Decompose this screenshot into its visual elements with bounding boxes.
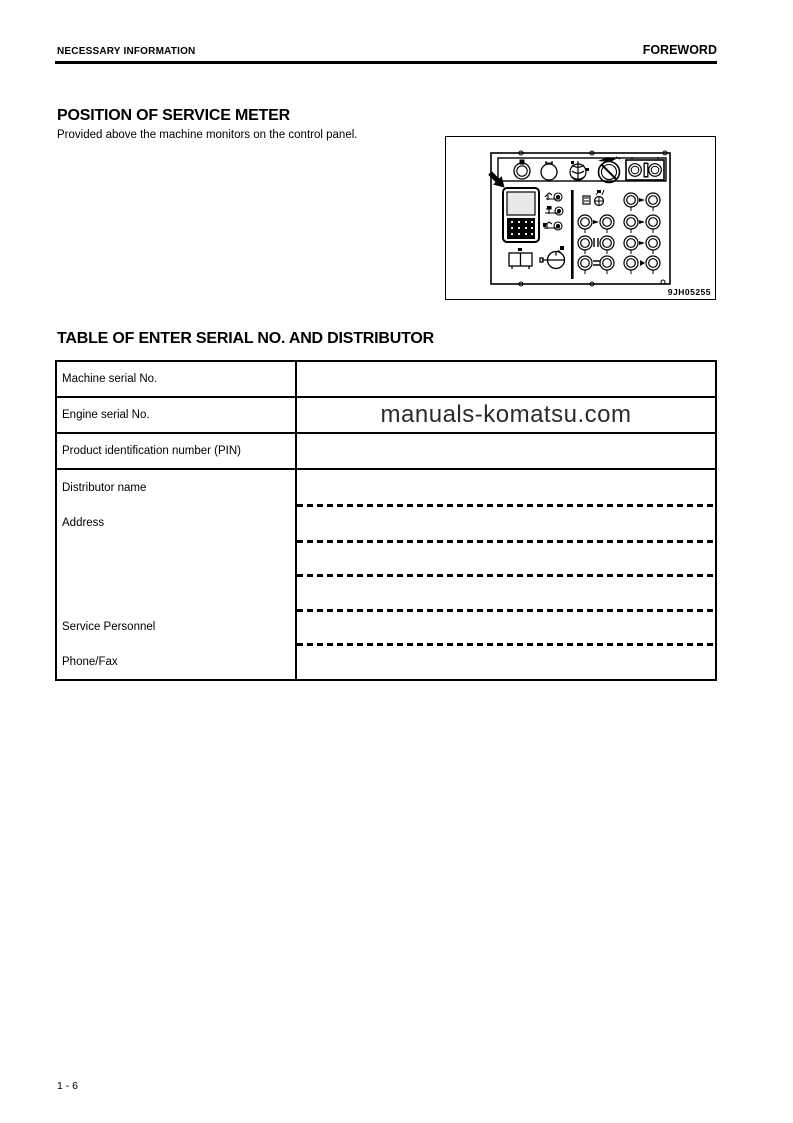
header-rule — [55, 61, 717, 64]
table-row-distributor — [57, 470, 715, 679]
table-label: Product identification number (PIN) — [57, 434, 297, 468]
switch-grid — [578, 190, 660, 274]
switch-pair-r3c2 — [624, 236, 660, 254]
switch-pair-r4c1 — [578, 256, 614, 274]
distributor-write-in-area — [297, 470, 715, 679]
switch-pair-r2c1 — [578, 215, 614, 233]
control-panel-figure — [445, 136, 716, 300]
serial-distributor-table — [55, 360, 717, 681]
write-in-line — [297, 574, 715, 577]
section-title-table-of-enter-serial: TABLE OF ENTER SERIAL NO. AND DISTRIBUTOR — [57, 330, 434, 347]
write-in-line — [297, 540, 715, 543]
table-value-cell — [297, 434, 715, 468]
lamp-pair-box-icon — [626, 157, 664, 180]
switch-pair-r4c2 — [624, 256, 660, 274]
charge-lamp-icon — [514, 160, 530, 180]
lever-icons — [543, 193, 563, 230]
figure-caption: 9JH05255 — [667, 287, 711, 297]
switch-pair-r1c2 — [624, 193, 660, 211]
lever-icon-2 — [545, 206, 563, 215]
header-right-title: FOREWORD — [642, 43, 717, 57]
switch-symbol-row1 — [583, 190, 604, 206]
table-label: Phone/Fax — [62, 656, 118, 668]
engine-oil-icon — [570, 161, 589, 181]
page-number: 1 - 6 — [57, 1080, 79, 1092]
write-in-line — [297, 643, 715, 646]
table-label: Engine serial No. — [57, 398, 297, 432]
table-value-cell — [297, 362, 715, 396]
lever-icon-3 — [543, 222, 562, 230]
write-in-line — [297, 609, 715, 612]
service-meter-icon — [540, 246, 565, 269]
panel-divider — [571, 190, 574, 279]
lever-icon-1 — [545, 193, 562, 201]
coolant-lamp-icon — [541, 161, 557, 180]
no-operation-icon — [598, 157, 620, 183]
distributor-label-cell — [57, 470, 297, 679]
section-title-position-of-service-meter: POSITION OF SERVICE METER — [57, 107, 290, 124]
table-row-pin — [57, 434, 715, 470]
section-body-text: Provided above the machine monitors on the control panel. — [57, 129, 358, 141]
control-panel-diagram — [446, 137, 714, 295]
table-row-engine-serial — [57, 398, 715, 434]
machine-monitor — [503, 188, 539, 242]
switch-pair-r3c1 — [578, 236, 614, 254]
table-label: Distributor name — [62, 482, 147, 494]
table-row-machine-serial — [57, 362, 715, 398]
header-left-title: NECESSARY INFORMATION — [57, 46, 196, 57]
table-label: Address — [62, 517, 105, 529]
table-value-cell — [297, 398, 715, 432]
fuse-box-icon — [509, 248, 532, 269]
monitor-screen — [507, 192, 535, 215]
table-label: Service Personnel — [62, 621, 156, 633]
table-label: Machine serial No. — [57, 362, 297, 396]
watermark-text: manuals-komatsu.com — [380, 401, 632, 428]
write-in-line — [297, 504, 715, 507]
switch-pair-r2c2 — [624, 215, 660, 233]
